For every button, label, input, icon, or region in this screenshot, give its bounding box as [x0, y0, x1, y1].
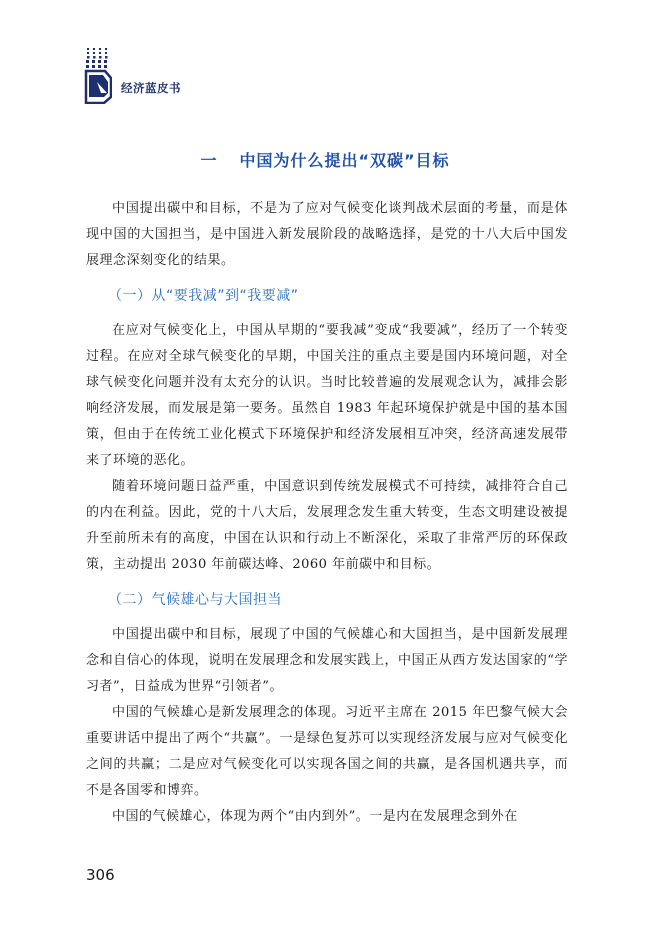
section-number: 一: [200, 151, 218, 170]
series-title: 经济蓝皮书: [121, 81, 181, 95]
paragraph: 中国提出碳中和目标，展现了中国的气候雄心和大国担当，是中国新发展理念和自信心的体现，说明在发展理念和发展实践上，中国正从西方发达国家的“学习者”，日益成为世界“引领者”。: [86, 627, 568, 694]
paragraph-intro: 中国提出碳中和目标，不是为了应对气候变化谈判战术层面的考量，而是体现中国的大国担当，是中国进入新发展阶段的战略选择，是党的十八大后中国发展理念深刻变化的结果。: [86, 201, 568, 268]
paragraph: 中国的气候雄心是新发展理念的体现。习近平主席在 2015 年巴黎气候大会重要讲话中提出了两个“共赢”。一是绿色复苏可以实现经济发展与应对气候变化之间的共赢；二是应对气候变化可以实现各国之间的共赢，是各国机遇共享，而不是各国零和博弈。: [86, 705, 568, 798]
page-number: 306: [86, 866, 115, 884]
paragraph: 随着环境问题日益严重，中国意识到传统发展模式不可持续，减排符合自己的内在利益。因此，党的十八大后，发展理念发生重大转变，生态文明建设被提升至前所未有的高度，中国在认识和行动上不断深化，采取了非常严厉的环保政策，主动提出 2030 年前碳达峰、2060 年前碳中和目标。: [86, 479, 568, 572]
section-title-text: 中国为什么提出“双碳”目标: [239, 151, 450, 170]
body-text: [86, 196, 568, 830]
subsection-heading-1: （一）从“要我减”到“我要减”: [108, 288, 299, 304]
paragraph: 在应对气候变化上，中国从早期的“要我减”变成“我要减”，经历了一个转变过程。在应对全球气候变化的早期，中国关注的重点主要是国内环境问题，对全球气候变化问题并没有太充分的认识。当时比较普遍的发展观念认为，减排会影响经济发展，而发展是第一要务。虽然自 1983 年起环境保护就是中国的基本国策，但由于在传统工业化模式下环境保护和经济发展相互冲突，经济高速发展带来了环境的恶化。: [86, 323, 568, 468]
section-title: [0, 148, 650, 171]
dotted-book-icon: [84, 48, 112, 104]
paragraph: 中国的气候雄心，体现为两个“由内到外”。一是内在发展理念到外在: [112, 809, 518, 824]
subsection-heading-2: （二）气候雄心与大国担当: [108, 592, 282, 608]
